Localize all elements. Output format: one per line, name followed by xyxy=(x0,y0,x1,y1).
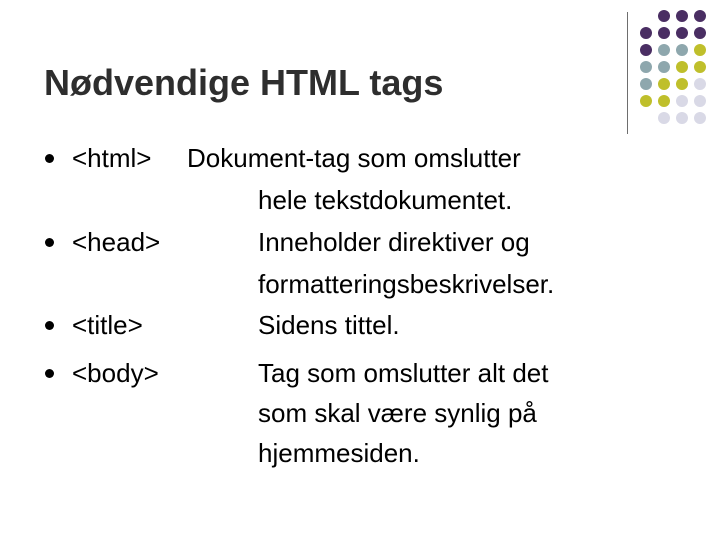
decorative-dot xyxy=(694,78,706,90)
desc-html-line-2: hele tekstdokumentet. xyxy=(258,185,513,215)
decorative-dot xyxy=(658,27,670,39)
decorative-dot xyxy=(676,95,688,107)
decorative-dot xyxy=(694,61,706,73)
decorative-dot xyxy=(676,10,688,22)
decorative-dot xyxy=(676,44,688,56)
desc-head-line-1: Inneholder direktiver og xyxy=(258,227,530,257)
bullet-icon xyxy=(45,154,54,163)
decorative-dot xyxy=(694,112,706,124)
desc-body-line-3: hjemmesiden. xyxy=(258,438,420,468)
decorative-dot xyxy=(640,44,652,56)
decorative-dot xyxy=(640,95,652,107)
desc-body-line-1: Tag som omslutter alt det xyxy=(258,358,549,388)
decorative-dot-grid xyxy=(640,10,706,124)
bullet-icon xyxy=(45,321,54,330)
decorative-divider xyxy=(627,12,628,134)
tag-head: <head> xyxy=(72,227,161,257)
tag-html: <html> xyxy=(72,143,152,173)
decorative-dot xyxy=(676,61,688,73)
decorative-dot xyxy=(658,61,670,73)
tag-body: <body> xyxy=(72,358,159,388)
decorative-dot xyxy=(640,27,652,39)
decorative-dot xyxy=(658,10,670,22)
bullet-icon xyxy=(45,238,54,247)
decorative-dot xyxy=(658,78,670,90)
decorative-dot xyxy=(676,78,688,90)
desc-html-line-1: Dokument-tag som omslutter xyxy=(187,143,521,173)
decorative-dot xyxy=(676,112,688,124)
decorative-dot xyxy=(694,44,706,56)
decorative-dot xyxy=(676,27,688,39)
decorative-dot xyxy=(658,44,670,56)
decorative-dot xyxy=(658,112,670,124)
slide-title: Nødvendige HTML tags xyxy=(44,62,444,103)
desc-head-line-2: formatteringsbeskrivelser. xyxy=(258,269,555,299)
desc-title-line-1: Sidens tittel. xyxy=(258,310,400,340)
decorative-dot xyxy=(640,112,652,124)
bullet-icon xyxy=(45,369,54,378)
decorative-dot xyxy=(694,27,706,39)
decorative-dot xyxy=(640,10,652,22)
decorative-dot xyxy=(658,95,670,107)
decorative-dot xyxy=(640,61,652,73)
desc-body-line-2: som skal være synlig på xyxy=(258,398,537,428)
decorative-dot xyxy=(694,95,706,107)
decorative-dot xyxy=(694,10,706,22)
decorative-dot xyxy=(640,78,652,90)
tag-title: <title> xyxy=(72,310,143,340)
